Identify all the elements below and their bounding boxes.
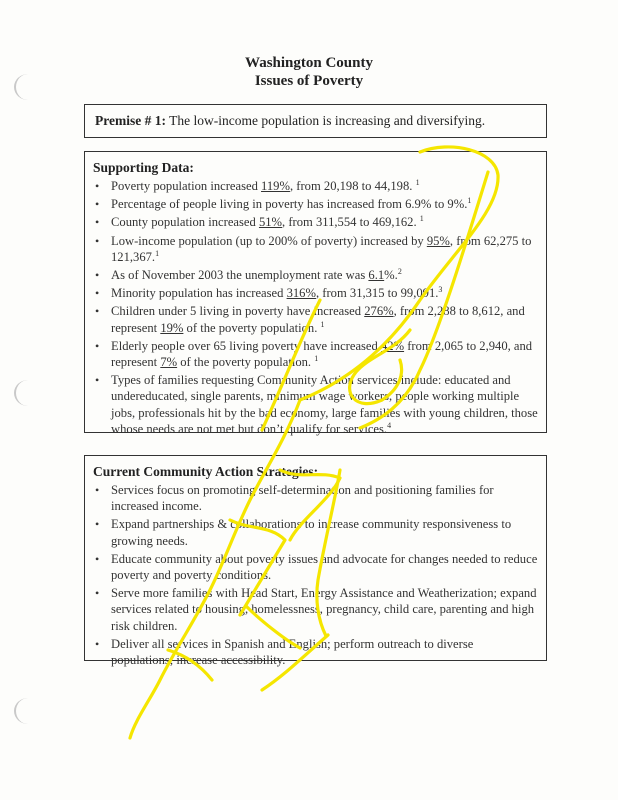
- item-text: Types of families requesting Community Action services include: educated and undereducated, single parents, minimum wage workers, people working multiple jobs, professionals hit by the bad economy, large families with young children, those whose needs are not met but don’t qualify for services.: [111, 373, 538, 436]
- underlined-figure: 316%: [286, 286, 316, 301]
- underlined-figure: 19%: [160, 320, 184, 335]
- footnote-marker: 1: [467, 196, 472, 206]
- item-text: Percentage of people living in poverty has increased from 6.9% to 9%.: [111, 197, 468, 212]
- footnote-marker: 1: [320, 319, 325, 329]
- footnote-marker: 1: [314, 353, 319, 363]
- underlined-figure: 276%: [364, 304, 394, 319]
- supporting-data-list: [93, 178, 538, 437]
- strategy-item: • Expand partnerships & collaborations to increase community responsiveness to growing needs.: [93, 516, 538, 548]
- strategy-item: • Serve more families with Head Start, Energy Assistance and Weatherization; expand services related to housing, homelessness, pregnancy, child care, parenting and high risk children.: [93, 585, 538, 634]
- strategies-list: [93, 482, 538, 668]
- item-text: As of November 2003 the unemployment rate was: [111, 268, 369, 283]
- item-text: Low-income population (up to 200% of poverty) increased by: [111, 233, 427, 248]
- premise-label: Premise # 1:: [95, 113, 166, 128]
- supporting-data-item: [93, 285, 538, 301]
- item-text: Elderly people over 65 living poverty have increased: [111, 338, 381, 353]
- supporting-data-item: [93, 338, 538, 370]
- item-text: , from 20,198 to 44,198.: [289, 179, 416, 193]
- strategy-item: • Services focus on promoting self-determination and positioning families for increased income.: [93, 482, 538, 514]
- supporting-data-item: [93, 178, 538, 194]
- item-text: County population increased: [111, 215, 259, 230]
- underlined-figure: 95%: [426, 233, 450, 248]
- footnote-marker: 1: [155, 248, 160, 258]
- supporting-data-item: [93, 372, 538, 437]
- strategies-box: [84, 455, 547, 668]
- underlined-figure: 119%: [261, 179, 290, 193]
- item-text: %.: [384, 268, 398, 283]
- underlined-figure: 6.1: [368, 268, 385, 283]
- binder-hole-middle: [14, 380, 42, 406]
- item-text: from 2,065 to 2,940, and represent: [111, 338, 533, 370]
- item-text: , from 31,315 to 99,091.: [315, 286, 439, 301]
- supporting-data-item: [93, 303, 538, 335]
- underlined-figure: 51%: [258, 215, 283, 230]
- issues-subtitle: Issues of Poverty: [254, 73, 364, 89]
- item-text: Children under 5 living in poverty have increased: [111, 304, 365, 319]
- strategy-item: • Deliver all services in Spanish and English; perform outreach to diverse populations; increase accessibility.: [93, 636, 538, 668]
- footnote-marker: 2: [397, 266, 402, 276]
- supporting-data-item: [93, 233, 538, 265]
- underlined-figure: 7%: [160, 355, 178, 370]
- item-text: Poverty population increased: [111, 179, 262, 193]
- footnote-marker: 1: [419, 214, 424, 224]
- item-text: , from 62,275 to 121,367.: [111, 233, 532, 264]
- item-text: , from 311,554 to 469,162.: [282, 215, 420, 230]
- underlined-figure: 42%: [380, 338, 405, 353]
- document-title: [0, 54, 618, 90]
- supporting-data-item: [93, 267, 538, 283]
- strategy-item: • Educate community about poverty issues and advocate for changes needed to reduce poverty and poverty conditions.: [93, 551, 538, 583]
- footnote-marker: 1: [415, 177, 420, 187]
- item-text: Minority population has increased: [111, 286, 287, 301]
- item-text: of the poverty population.: [183, 320, 321, 335]
- footnote-marker: 4: [387, 420, 392, 430]
- premise-box: [84, 104, 547, 138]
- item-text: , from 2,288 to 8,612, and represent: [111, 304, 525, 335]
- item-text: of the poverty population.: [177, 355, 315, 370]
- county-title: Washington County: [245, 55, 373, 71]
- footnote-marker: 3: [438, 285, 443, 295]
- supporting-data-item: [93, 196, 538, 212]
- binder-hole-bottom: [14, 698, 42, 724]
- supporting-data-box: [84, 151, 547, 436]
- supporting-data-heading: Supporting Data:: [93, 160, 194, 175]
- premise-text: The low-income population is increasing and diversifying.: [169, 113, 486, 128]
- supporting-data-item: [93, 214, 538, 230]
- strategies-heading: Current Community Action Strategies:: [93, 464, 319, 479]
